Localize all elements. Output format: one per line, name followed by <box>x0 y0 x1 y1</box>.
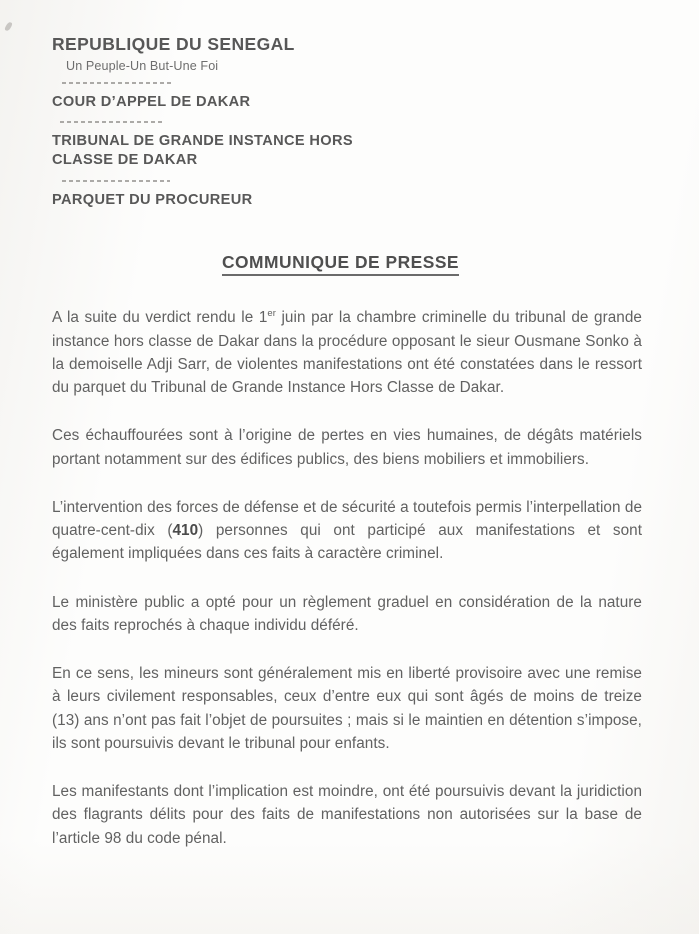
text-run: Le ministère public a opté pour un règlement graduel en considération de la nature des faits reprochés à chaque individu déféré. <box>52 593 642 634</box>
ordinal-suffix: er <box>267 308 276 320</box>
tribunal-label-line1: TRIBUNAL DE GRANDE INSTANCE HORS <box>52 133 353 150</box>
text-run: ) personnes qui ont participé aux manifestations et sont également impliquées dans ces faits à caractère criminel. <box>52 522 642 563</box>
document-title-container <box>0 252 699 276</box>
body-paragraph-p1 <box>52 306 642 399</box>
national-motto: Un Peuple-Un But-Une Foi <box>66 58 219 73</box>
text-run: Les manifestants dont l’implication est moindre, ont été poursuivis devant la juridiction des flagrants délits pour des faits de manifestations non autorisées sur la base de l’article 98 du code pénal. <box>52 783 642 847</box>
body-paragraph-p2 <box>52 424 642 471</box>
document-body <box>0 306 699 850</box>
text-run: L’intervention des forces de défense et de sécurité a toutefois permis l’interpellation de quatre-cent-dix ( <box>52 498 642 540</box>
emphasized-figure: 410 <box>172 522 199 540</box>
body-paragraph-p4 <box>52 591 642 638</box>
tribunal-label-line2: CLASSE DE DAKAR <box>52 152 198 169</box>
dotted-separator-3 <box>62 177 170 184</box>
body-paragraph-p5 <box>52 662 642 755</box>
dotted-separator-1 <box>62 79 174 86</box>
text-run: Ces échauffourées sont à l’origine de pertes en vies humaines, de dégâts matériels portant notamment sur des édifices publics, des biens mobiliers et immobiliers. <box>52 427 642 468</box>
body-paragraph-p6 <box>52 780 642 850</box>
court-of-appeal-label: COUR D’APPEL DE DAKAR <box>52 93 251 110</box>
prosecutor-office-label: PARQUET DU PROCUREUR <box>52 191 253 208</box>
body-paragraph-p3 <box>52 496 642 566</box>
republic-title: REPUBLIQUE DU SENEGAL <box>52 34 295 54</box>
text-run: En ce sens, les mineurs sont généralement mis en liberté provisoire avec une remise à leurs civilement responsables, ceux d’entre eux qui sont âgés de moins de treize (13) ans n’ont pas fait l’objet de poursuites ; mais si le maintien en détention s’impose, ils sont poursuivis devant le tribunal pour enfants. <box>52 665 642 752</box>
page-title: COMMUNIQUE DE PRESSE <box>222 252 459 276</box>
text-run: juin par la chambre criminelle du tribunal de grande instance hors classe de Dakar dans la procédure opposant le sieur Ousmane Sonko à la demoiselle Adji Sarr, de violentes manifestations ont été constatées dans le ressort du parquet du Tribunal de Grande Instance Hors Classe de Dakar. <box>52 309 642 397</box>
letterhead <box>0 0 699 210</box>
text-run: A la suite du verdict rendu le 1 <box>52 309 268 327</box>
dotted-separator-2 <box>60 118 165 125</box>
